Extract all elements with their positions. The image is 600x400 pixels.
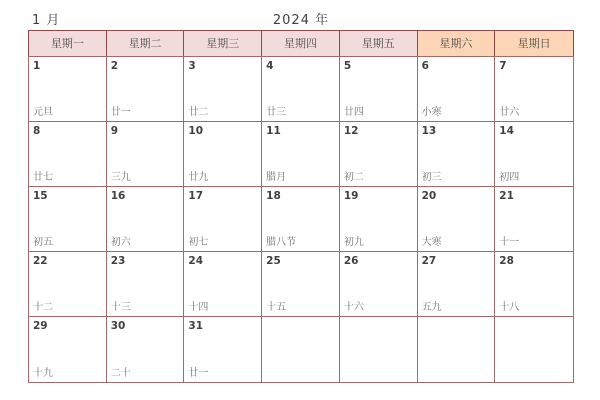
weekday-header: 星期一	[29, 31, 107, 56]
day-cell	[418, 57, 496, 122]
empty-day-cell	[262, 317, 340, 382]
lunar-label: 十四	[188, 302, 209, 313]
day-cell	[495, 122, 573, 187]
lunar-label: 廿九	[188, 172, 209, 183]
lunar-label: 十九	[33, 368, 53, 379]
day-number: 29	[33, 320, 48, 332]
day-number: 27	[421, 255, 437, 267]
lunar-label: 初六	[110, 237, 131, 248]
day-number: 8	[33, 125, 41, 137]
lunar-label: 廿二	[188, 107, 209, 118]
day-number: 13	[421, 125, 437, 137]
day-cell	[340, 57, 418, 122]
day-number: 12	[343, 125, 359, 137]
day-number: 26	[343, 255, 359, 267]
day-cell	[107, 317, 185, 382]
lunar-label: 初三	[421, 172, 442, 183]
lunar-label: 二十	[110, 368, 131, 379]
day-number: 11	[266, 125, 281, 137]
day-cell	[340, 122, 418, 187]
lunar-label: 初九	[343, 237, 364, 248]
day-cell	[184, 187, 262, 252]
day-cell	[29, 187, 107, 252]
lunar-label: 十二	[33, 302, 53, 313]
lunar-label: 小寒	[421, 107, 442, 118]
day-cell	[29, 317, 107, 382]
day-number: 28	[499, 255, 514, 267]
day-number: 18	[266, 190, 281, 202]
day-number: 21	[499, 190, 514, 202]
month-title: 1 月	[32, 13, 61, 28]
day-cell	[262, 57, 340, 122]
lunar-label: 十三	[110, 302, 131, 313]
day-cell	[262, 187, 340, 252]
day-cell	[495, 187, 573, 252]
weekday-header: 星期四	[262, 31, 340, 56]
day-number: 6	[421, 60, 429, 72]
weekday-header-row	[28, 30, 574, 56]
year-title: 2024 年	[272, 13, 330, 28]
day-cell	[340, 252, 418, 317]
lunar-label: 廿一	[188, 368, 209, 379]
day-cell	[184, 252, 262, 317]
day-cell	[29, 252, 107, 317]
day-cell	[262, 122, 340, 187]
empty-day-cell	[418, 317, 496, 382]
lunar-label: 廿四	[343, 107, 364, 118]
lunar-label: 初四	[499, 172, 520, 183]
day-cell	[184, 122, 262, 187]
empty-day-cell	[340, 317, 418, 382]
lunar-label: 大寒	[421, 237, 442, 248]
weekday-header: 星期二	[107, 31, 185, 56]
lunar-label: 廿一	[110, 107, 131, 118]
day-number: 24	[188, 255, 204, 267]
day-number: 15	[33, 190, 48, 202]
weekday-header: 星期六	[418, 31, 496, 56]
day-cell	[184, 57, 262, 122]
weekday-header: 星期三	[184, 31, 262, 56]
lunar-label: 初七	[188, 237, 209, 248]
lunar-label: 元旦	[33, 107, 53, 118]
day-cell	[107, 187, 185, 252]
day-number: 25	[266, 255, 281, 267]
lunar-label: 初五	[33, 237, 53, 248]
day-number: 19	[343, 190, 359, 202]
day-number: 16	[110, 190, 126, 202]
day-number: 17	[188, 190, 204, 202]
lunar-label: 腊月	[266, 172, 287, 183]
day-cell	[495, 252, 573, 317]
day-number: 14	[499, 125, 514, 137]
lunar-label: 腊八节	[266, 237, 297, 248]
lunar-label: 十一	[499, 237, 520, 248]
weekday-header: 星期五	[340, 31, 418, 56]
day-number: 2	[110, 60, 119, 72]
lunar-label: 初二	[343, 172, 364, 183]
day-cell	[418, 252, 496, 317]
weekday-header: 星期日	[495, 31, 573, 56]
month-days-grid	[28, 56, 574, 383]
day-cell	[29, 57, 107, 122]
day-number: 20	[421, 190, 437, 202]
calendar-grid	[28, 30, 574, 383]
day-cell	[107, 57, 185, 122]
day-cell	[418, 187, 496, 252]
lunar-label: 三九	[110, 172, 131, 183]
lunar-label: 五九	[421, 302, 442, 313]
lunar-label: 十八	[499, 302, 520, 313]
day-number: 7	[499, 60, 507, 72]
day-number: 9	[110, 125, 119, 137]
day-cell	[262, 252, 340, 317]
lunar-label: 十六	[343, 302, 364, 313]
day-number: 23	[110, 255, 126, 267]
calendar-title-row	[28, 7, 574, 27]
day-cell	[418, 122, 496, 187]
lunar-label: 廿三	[266, 107, 287, 118]
lunar-label: 廿七	[33, 172, 53, 183]
day-cell	[495, 57, 573, 122]
day-cell	[107, 122, 185, 187]
day-cell	[184, 317, 262, 382]
day-number: 22	[33, 255, 48, 267]
lunar-label: 廿六	[499, 107, 520, 118]
day-cell	[107, 252, 185, 317]
day-number: 31	[188, 320, 204, 332]
empty-day-cell	[495, 317, 573, 382]
day-cell	[29, 122, 107, 187]
day-number: 10	[188, 125, 204, 137]
day-number: 4	[266, 60, 274, 72]
day-number: 1	[33, 60, 41, 72]
day-number: 30	[110, 320, 126, 332]
day-number: 5	[343, 60, 352, 72]
lunar-label: 十五	[266, 302, 287, 313]
day-cell	[340, 187, 418, 252]
day-number: 3	[188, 60, 196, 72]
